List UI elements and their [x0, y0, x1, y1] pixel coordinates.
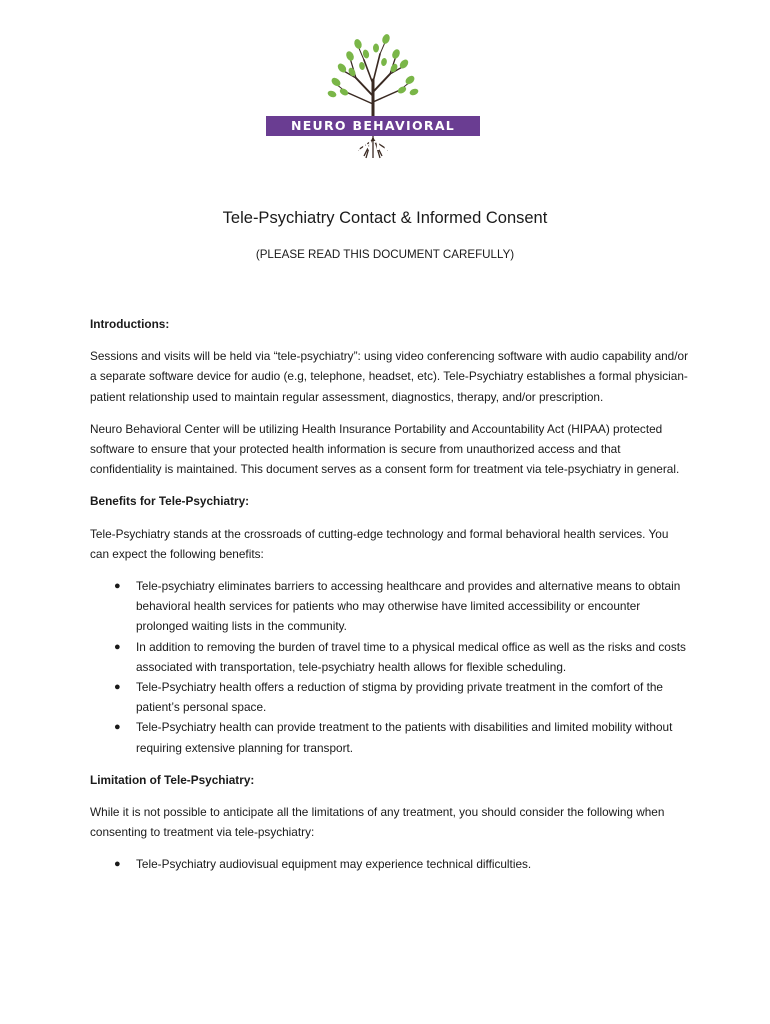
bullet-icon: ● — [114, 681, 121, 694]
benefits-intro: Tele-Psychiatry stands at the crossroads of cutting-edge technology and formal behavioral health services. You can expect the following benefits: — [90, 526, 669, 561]
list-item-text: Tele-Psychiatry audiovisual equipment may experience technical difficulties. — [136, 857, 532, 872]
list-item — [90, 677, 690, 717]
document-title: Tele-Psychiatry Contact & Informed Consent — [222, 209, 548, 227]
introductions-paragraph: Sessions and visits will be held via “tele-psychiatry”: using video conferencing software with audio capability and/or a separate software device for audio (e.g, telephone, headset, etc). Tele-Psychiatry establishes a formal physician-patient relationship used to maintain regular assessment, diagnostics, therapy, and/or prescription. — [90, 349, 689, 404]
list-item — [90, 717, 690, 757]
document-subtitle: (PLEASE READ THIS DOCUMENT CAREFULLY) — [255, 248, 515, 261]
limitations-intro: While it is not possible to anticipate all the limitations of any treatment, you should consider the following when consenting to treatment via tele-psychiatry: — [90, 805, 665, 840]
benefits-heading: Benefits for Tele-Psychiatry: — [90, 494, 250, 509]
limitations-heading: Limitation of Tele-Psychiatry: — [90, 772, 255, 787]
bullet-icon: ● — [114, 580, 121, 593]
document-body — [90, 314, 690, 887]
bullet-icon: ● — [114, 640, 121, 653]
list-item — [90, 854, 690, 874]
list-item — [90, 576, 690, 637]
introductions-heading: Introductions: — [90, 317, 170, 331]
list-item-text: Tele-psychiatry eliminates barriers to accessing healthcare and provides and alternative means to obtain behavioral health services for patients who may otherwise have limited accessibility or encounter prolonged waiting lists in the community. — [136, 579, 681, 634]
introductions-paragraph: Neuro Behavioral Center will be utilizing Health Insurance Portability and Accountability Act (HIPAA) protected software to ensure that your protected health information is secure from unauthorized access and that confidentiality is maintained. This document serves as a consent form for treatment via tele-psychiatry in general. — [90, 421, 680, 477]
list-item-text: In addition to removing the burden of travel time to a physical medical office as well as the risks and costs associated with transportation, tele-psychiatry health allows for flexible scheduling. — [136, 639, 686, 674]
bullet-icon: ● — [114, 721, 121, 734]
list-item-text: Tele-Psychiatry health can provide treatment to the patients with disabilities and limited mobility without requiring extensive planning for transport. — [136, 720, 673, 755]
limitations-list — [90, 854, 690, 874]
bullet-icon: ● — [114, 858, 121, 871]
benefits-list — [90, 576, 690, 758]
list-item — [90, 637, 690, 677]
organization-logo — [266, 34, 480, 160]
list-item-text: Tele-Psychiatry health offers a reduction of stigma by providing private treatment in the comfort of the patient’s personal space. — [136, 680, 663, 715]
logo-org-name: NEURO BEHAVIORAL CENTER — [266, 116, 480, 136]
